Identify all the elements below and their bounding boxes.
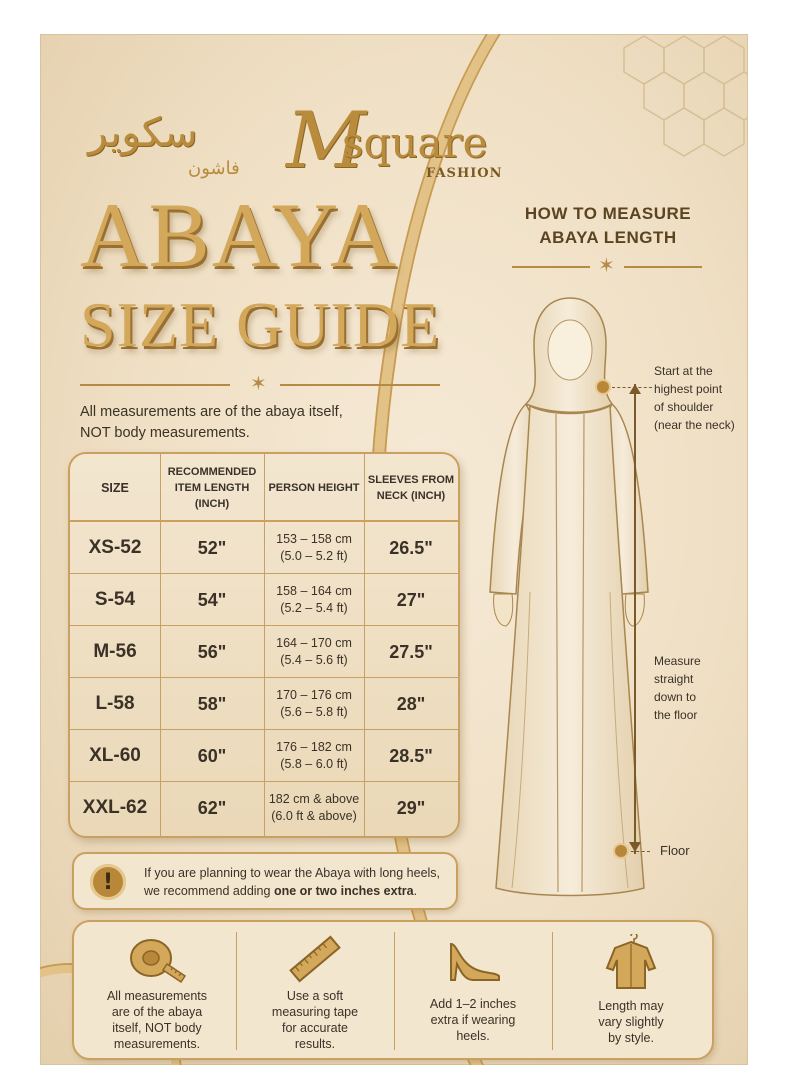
header-person-height: PERSON HEIGHT (268, 482, 360, 494)
table-row (70, 730, 458, 782)
cell-height: 153 – 158 cm (5.0 – 5.2 ft) (276, 532, 352, 563)
ruler-icon (285, 934, 345, 984)
cell-height: 176 – 182 cm (5.8 – 6.0 ft) (276, 740, 352, 771)
header-size: SIZE (101, 481, 129, 495)
cell-size: XS-52 (88, 537, 142, 558)
cell-size: L-58 (95, 693, 135, 714)
brand-mark: M (286, 96, 366, 186)
high-heel-icon (443, 934, 503, 984)
cell-height: 158 – 164 cm (5.2 – 5.4 ft) (276, 584, 352, 615)
tips-panel (72, 920, 714, 1060)
brand-arabic-name: سكوير (88, 110, 198, 156)
brand-name: square (342, 118, 488, 167)
cell-length: 54" (197, 589, 227, 610)
page-subtitle: SIZE GUIDE (80, 289, 441, 360)
table-row (70, 574, 458, 626)
cell-length: 62" (197, 797, 227, 818)
cell-height: 164 – 170 cm (5.4 – 5.6 ft) (276, 636, 352, 667)
tip-text: Add 1–2 inches extra if wearing heels. (429, 997, 517, 1043)
tip-text: All measurements are of the abaya itself, NOT body measurements. (106, 989, 208, 1051)
cell-sleeves: 26.5" (389, 537, 433, 558)
cell-size: XXL-62 (82, 797, 148, 818)
tip-text: Length may vary slightly by style. (598, 999, 664, 1045)
title-divider (80, 371, 440, 395)
size-table (68, 452, 460, 838)
shoulder-annotation: Start at the highest point of shoulder (near the neck) (654, 364, 735, 432)
tip-text: Use a soft measuring tape for accurate results. (271, 989, 359, 1051)
table-header (70, 454, 458, 522)
cell-length: 60" (197, 745, 227, 766)
table-row (70, 678, 458, 730)
table-row (70, 522, 458, 574)
table-row (70, 626, 458, 678)
shoulder-point-marker (597, 381, 609, 393)
cell-sleeves: 29" (396, 797, 426, 818)
header-item-length: RECOMMENDED ITEM LENGTH (INCH) (167, 466, 257, 510)
abaya-figure (460, 292, 680, 912)
heels-note (72, 852, 458, 910)
cell-height: 182 cm & above (6.0 ft & above) (268, 792, 360, 823)
brand-subtitle: FASHION (426, 166, 503, 181)
tip-item (82, 930, 232, 1054)
ornament-star-icon: ✶ (250, 371, 267, 395)
measure-divider (512, 253, 702, 277)
cell-size: S-54 (94, 589, 136, 610)
cell-length: 58" (197, 693, 227, 714)
size-guide-poster (40, 34, 748, 1065)
table-row (70, 782, 458, 834)
floor-annotation: Floor (660, 843, 690, 858)
cell-size: XL-60 (89, 745, 141, 766)
ornament-star-icon: ✶ (598, 253, 615, 277)
length-measure-line (634, 384, 636, 854)
tip-item (240, 930, 390, 1054)
exclamation-icon: ! (90, 864, 126, 900)
cell-length: 56" (197, 641, 227, 662)
brand-arabic-subtitle: فاشون (188, 158, 240, 179)
cell-sleeves: 27" (396, 589, 426, 610)
cell-size: M-56 (93, 641, 137, 662)
abaya-hanger-icon (601, 934, 661, 990)
heels-note-text: If you are planning to wear the Abaya with long heels, we recommend adding one or two inches extra. (144, 866, 441, 898)
cell-sleeves: 27.5" (389, 641, 433, 662)
intro-text: All measurements are of the abaya itself, NOT body measurements. (80, 404, 343, 441)
measure-title: HOW TO MEASURE ABAYA LENGTH (524, 204, 692, 247)
measure-annotation: Measure straight down to the floor (654, 654, 701, 722)
geometric-pattern-decoration (604, 34, 748, 168)
header-sleeves: SLEEVES FROM NECK (INCH) (367, 474, 455, 502)
tip-item (398, 930, 548, 1054)
cell-sleeves: 28.5" (389, 745, 433, 766)
cell-sleeves: 28" (396, 693, 426, 714)
measuring-tape-roll-icon (127, 934, 187, 984)
cell-length: 52" (197, 537, 227, 558)
tip-item (556, 930, 706, 1054)
cell-height: 170 – 176 cm (5.6 – 5.8 ft) (276, 688, 352, 719)
arrow-up-icon (629, 384, 641, 394)
page-title: ABAYA (80, 184, 399, 286)
floor-point-marker (615, 845, 627, 857)
